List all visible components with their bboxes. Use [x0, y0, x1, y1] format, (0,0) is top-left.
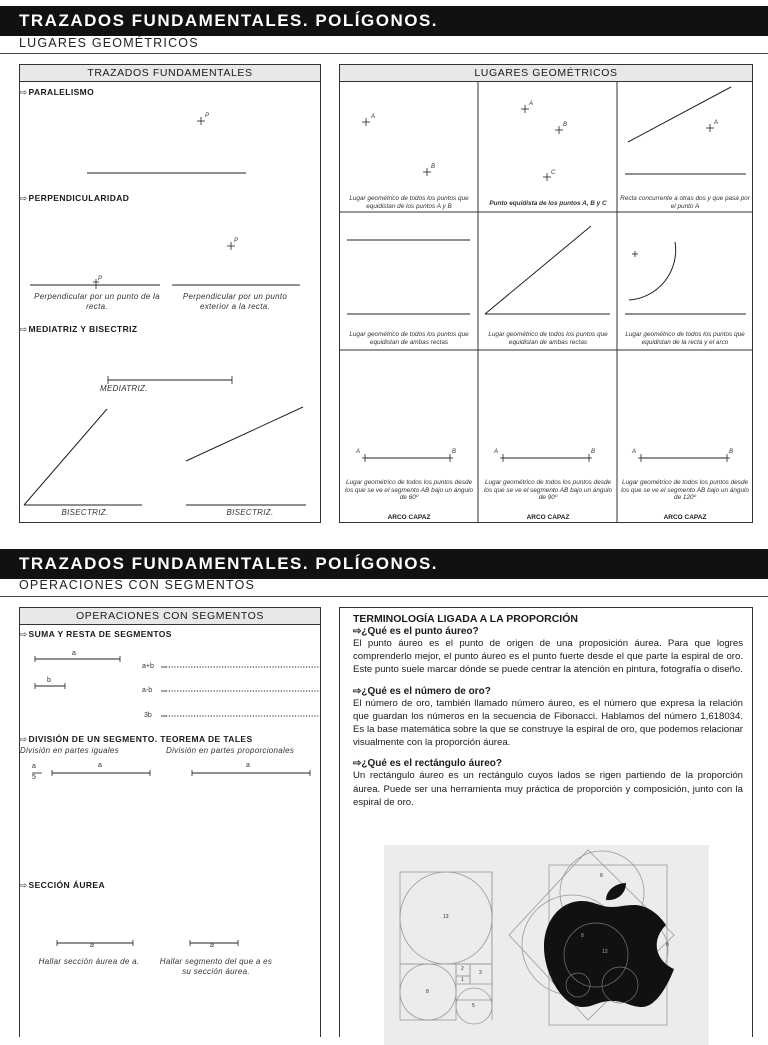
question: ⇨¿Qué es el punto áureo? [353, 626, 479, 637]
point-p-label: P [234, 238, 239, 244]
arco-capaz-label: ARCO CAPAZ [526, 514, 570, 521]
answer: El número de oro, también llamado número áureo, es el número que expresa la relación que guardan los números en la secuencia de Fibonacci. Hablamos del número 1,618034. Es la base matemática sobre la que se construye la espiral de oro, que podemos relacionar visualmente con la proporción áurea. [353, 697, 743, 749]
section-perpendicularidad: ⇨PERPENDICULARIDAD [20, 193, 130, 203]
fibonacci-label: 13 [443, 914, 449, 920]
cell-caption: Lugar geométrico de todos los puntos que equidistan de los puntos A y B [349, 195, 469, 210]
bisectriz-label: BISECTRIZ. [61, 508, 109, 517]
bisectriz-label: BISECTRIZ. [226, 508, 274, 517]
cell-caption: Lugar geométrico de todos los puntos que equidistan de ambas rectas [488, 331, 608, 346]
arco-capaz-label: ARCO CAPAZ [387, 514, 431, 521]
cell-caption: Lugar geométrico de todos los puntos desde los que se ve el segmento AB bajo un ángulo de 120º [620, 479, 750, 501]
arrow-icon: ⇨ [20, 629, 28, 639]
point-label: A [529, 101, 534, 107]
point-p-label: P [98, 276, 103, 282]
cell-caption: Recta concurrente a otras dos y que pasa por el punto A [620, 195, 750, 210]
terminology-text [353, 613, 743, 809]
fibonacci-label: 13 [602, 949, 608, 955]
label-a: a [90, 942, 94, 949]
label-a: a [98, 762, 102, 769]
trazados-box [19, 64, 321, 523]
cell-caption: Lugar geométrico de todos los puntos que equidistan de la recta y el arco [625, 331, 745, 346]
box-heading: LUGARES GEOMÉTRICOS [340, 65, 752, 82]
arrow-icon: ⇨ [20, 734, 28, 744]
question: ⇨¿Qué es el rectángulo áureo? [353, 758, 502, 770]
answer: Un rectángulo áureo es un rectángulo cuyos lados se rigen partiendo de la proporción áurea. Puede ser una herramienta muy práctica de proporción y composición, junto con la espiral de oro. [353, 770, 743, 808]
lugares-box [339, 64, 753, 523]
golden-ratio-illustration [384, 845, 709, 1045]
label-sum: a+b [142, 663, 154, 670]
division-proporcionales: División en partes proporcionales [166, 746, 295, 755]
cell-caption: Lugar geométrico de todos los puntos desde los que se ve el segmento AB bajo un ángulo de 60º [344, 479, 474, 501]
fibonacci-label: 8 [581, 933, 584, 939]
question: ⇨¿Qué es el número de oro? [353, 685, 491, 697]
mediatriz-label: MEDIATRIZ. [100, 384, 148, 393]
label-a: a [72, 650, 76, 657]
point-label: B [591, 449, 596, 455]
arrow-icon: ⇨ [353, 626, 362, 637]
aurea-caption: Hallar segmento del que a es su sección áurea. [159, 957, 273, 976]
point-label: A [356, 449, 361, 455]
box-heading: OPERACIONES CON SEGMENTOS [20, 608, 320, 625]
point-label: B [729, 449, 734, 455]
fibonacci-label: 8 [600, 873, 603, 879]
lugares-grid [340, 65, 752, 522]
point-label: B [452, 449, 457, 455]
section-seccion-aurea: ⇨SECCIÓN ÁUREA [20, 880, 106, 890]
point-label: B [563, 122, 568, 128]
divider [0, 596, 768, 597]
label-a: a [246, 762, 250, 769]
point-label: C [551, 170, 556, 176]
arrow-icon: ⇨ [20, 880, 28, 890]
fibonacci-label: 8 [426, 989, 429, 995]
arco-capaz-label: ARCO CAPAZ [663, 514, 707, 521]
section-mediatriz-bisectriz: ⇨MEDIATRIZ Y BISECTRIZ [20, 324, 138, 334]
fraction-numerator: a [32, 763, 36, 770]
operaciones-box [19, 607, 321, 1037]
label-diff: a-b [142, 687, 153, 694]
fibonacci-label: 1 [461, 977, 464, 983]
arrow-icon: ⇨ [353, 758, 362, 770]
arrow-icon: ⇨ [353, 685, 362, 697]
arrow-icon: ⇨ [20, 324, 28, 334]
answer: El punto áureo es el punto de origen de una proposición áurea. Para que logres comprenderlo mejor, el punto áureo es el punto fuerte desde el que parte la espiral de oro. Este punto suele marcar dónde se puede centrar la atención en pintura, fotografía o diseño. [353, 638, 743, 676]
page-subtitle: OPERACIONES CON SEGMENTOS [19, 578, 256, 592]
arrow-icon: ⇨ [20, 87, 28, 97]
divider [0, 53, 768, 54]
section-suma-resta: ⇨SUMA Y RESTA DE SEGMENTOS [20, 629, 172, 639]
section-paralelismo: ⇨PARALELISMO [20, 87, 95, 97]
fraction-denominator: 5 [32, 774, 36, 781]
cell-caption: Lugar geométrico de todos los puntos que equidistan de ambas rectas [349, 331, 469, 346]
fibonacci-label: 5 [472, 1003, 475, 1009]
cell-caption: Punto equidista de los puntos A, B y C [489, 200, 607, 207]
point-label: B [431, 164, 436, 170]
fibonacci-drawing [384, 845, 709, 1045]
section-division: ⇨DIVISIÓN DE UN SEGMENTO. TEOREMA DE TALES [20, 734, 253, 744]
page-title: TRAZADOS FUNDAMENTALES. POLÍGONOS. [0, 6, 768, 36]
division-iguales: División en partes iguales [20, 746, 119, 755]
cell-caption: Lugar geométrico de todos los puntos desde los que se ve el segmento AB bajo un ángulo de 90º [483, 479, 613, 501]
page-subtitle: LUGARES GEOMÉTRICOS [19, 36, 199, 50]
label-b: b [47, 677, 51, 684]
fibonacci-label: 2 [461, 966, 464, 972]
label-a: a [210, 942, 214, 949]
perp-caption: Perpendicular por un punto exterior a la recta. [182, 292, 288, 311]
terminologia-box [339, 607, 753, 1037]
arrow-icon: ⇨ [20, 193, 28, 203]
page-title: TRAZADOS FUNDAMENTALES. POLÍGONOS. [0, 549, 768, 579]
fibonacci-label: 8 [666, 942, 669, 948]
perp-caption: Perpendicular por un punto de la recta. [34, 292, 160, 311]
box-heading: TRAZADOS FUNDAMENTALES [20, 65, 320, 82]
fibonacci-label: 3 [479, 970, 482, 976]
point-label: A [494, 449, 499, 455]
terminology-heading: TERMINOLOGÍA LIGADA A LA PROPORCIÓN [353, 613, 578, 625]
point-label: A [714, 120, 719, 126]
point-label: A [371, 114, 376, 120]
aurea-caption: Hallar sección áurea de a. [38, 957, 140, 966]
label-triple: 3b [144, 712, 152, 719]
point-label: A [632, 449, 637, 455]
point-p-label: P [205, 113, 210, 119]
